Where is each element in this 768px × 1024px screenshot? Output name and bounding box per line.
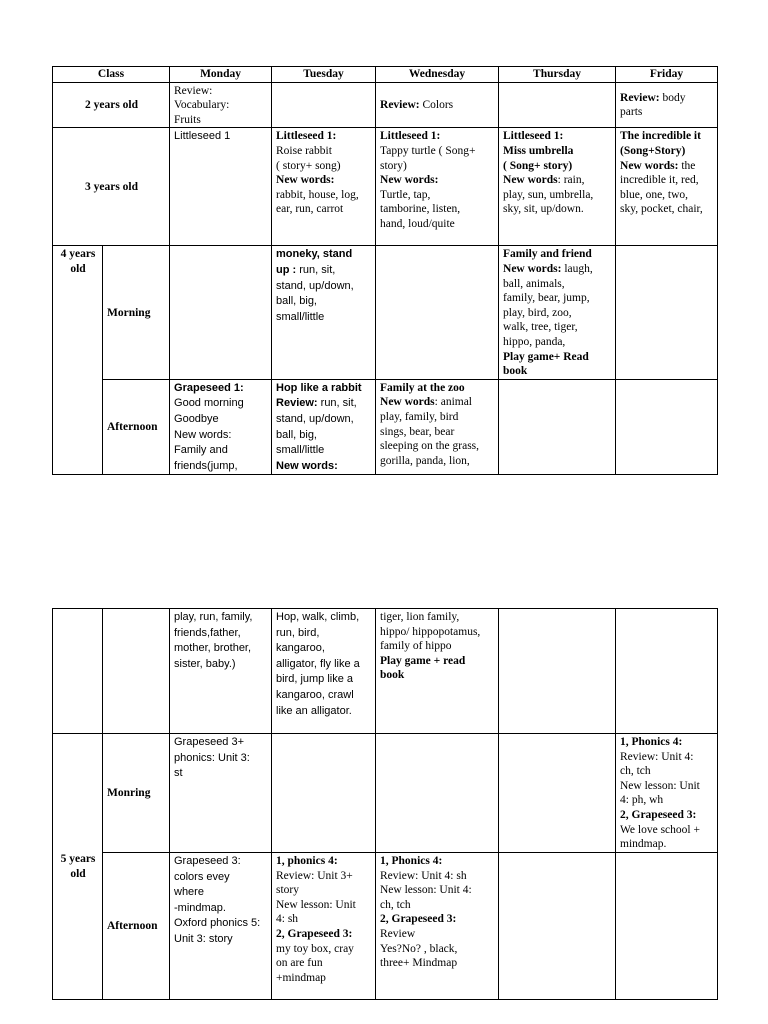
cell-line bbox=[380, 202, 495, 217]
text-run: Grapeseed 3: bbox=[174, 855, 241, 867]
cell-4y-afternoon-friday bbox=[616, 379, 718, 475]
text-run: tiger, lion family, bbox=[380, 611, 460, 623]
cell-line bbox=[380, 625, 495, 640]
text-run: New words: bbox=[174, 428, 232, 441]
text-run: play, sun, umbrella, bbox=[503, 188, 594, 201]
cell-line bbox=[503, 144, 612, 159]
cell-line bbox=[174, 113, 268, 128]
cell-line bbox=[57, 852, 99, 867]
cell-line bbox=[174, 610, 268, 626]
text-run: phonics: Unit 3: bbox=[174, 751, 250, 764]
text-run: story bbox=[276, 884, 299, 897]
text-run: Unit 3: story bbox=[174, 932, 233, 945]
cell-line bbox=[620, 188, 714, 203]
cell-line bbox=[620, 808, 714, 823]
text-run: sings, bear, bear bbox=[380, 425, 455, 438]
text-run: play, run, family, bbox=[174, 611, 253, 623]
bold-run: New words: bbox=[620, 159, 679, 172]
text-run: ball, animals, bbox=[503, 277, 565, 290]
cell-3y-tuesday bbox=[272, 128, 376, 246]
cell-line bbox=[620, 837, 714, 852]
cell-line bbox=[276, 188, 372, 203]
cell-line bbox=[503, 129, 612, 144]
bold-run: 2, Grapeseed 3: bbox=[620, 808, 697, 821]
text-run: sister, baby.) bbox=[174, 657, 236, 670]
text-run: parts bbox=[620, 106, 643, 119]
bold-run: 2, Grapeseed 3: bbox=[380, 913, 457, 926]
text-run: Yes?No? , black, bbox=[380, 942, 458, 955]
text-run: 4: ph, wh bbox=[620, 794, 664, 807]
cell-line bbox=[503, 247, 612, 262]
text-run: Hop, walk, climb, bbox=[276, 611, 360, 623]
cell-line bbox=[276, 610, 372, 626]
text-run: story) bbox=[380, 159, 407, 172]
text-run: : rain, bbox=[557, 174, 585, 187]
cell-line bbox=[276, 869, 372, 884]
cell-4y-morning-monday bbox=[170, 246, 272, 379]
cell-line bbox=[174, 735, 268, 751]
cell-line bbox=[503, 188, 612, 203]
cell-5y-afternoon-friday bbox=[616, 853, 718, 1000]
cell-line bbox=[380, 144, 495, 159]
text-run: ball, big, bbox=[276, 428, 317, 441]
cell-line bbox=[276, 279, 372, 295]
cell-2y-monday bbox=[170, 82, 272, 128]
text-run: New lesson: Unit 4: bbox=[380, 884, 472, 897]
cell-line bbox=[503, 159, 612, 174]
cell-2y-tuesday bbox=[272, 82, 376, 128]
cell-line bbox=[620, 823, 714, 838]
text-run: ear, run, carrot bbox=[276, 203, 344, 216]
bold-run: New words: bbox=[276, 174, 335, 187]
cell-line bbox=[276, 942, 372, 957]
cell-2y-wednesday bbox=[376, 82, 499, 128]
cell-5y-afternoon-wednesday bbox=[376, 853, 499, 1000]
cell-4y-morning-tuesday bbox=[272, 246, 376, 379]
text-run: 5 years bbox=[60, 853, 96, 866]
text-run: bird, jump like a bbox=[276, 673, 354, 686]
cell-line bbox=[380, 668, 495, 683]
text-run: Good morning bbox=[174, 397, 244, 410]
cell-line bbox=[276, 854, 372, 869]
cell-line bbox=[276, 459, 372, 475]
bold-run: The incredible it bbox=[620, 130, 701, 143]
bold-run: 1, phonics 4: bbox=[276, 855, 338, 867]
cell-line bbox=[380, 425, 495, 440]
session-label-4y-morning: Morning bbox=[103, 246, 170, 379]
cell-line bbox=[276, 173, 372, 188]
bold-run: Hop like a rabbit bbox=[276, 381, 362, 394]
text-run: three+ Mindmap bbox=[380, 957, 458, 970]
text-run: sky, pocket, chair, bbox=[620, 203, 703, 216]
cell-line bbox=[380, 639, 495, 654]
text-run: run, sit, bbox=[296, 263, 336, 276]
text-run: sleeping on the grass, bbox=[380, 440, 480, 453]
class-label-3-years: 3 years old bbox=[53, 128, 170, 246]
cell-line bbox=[174, 641, 268, 657]
cell-line bbox=[380, 956, 495, 971]
text-run: on are fun bbox=[276, 957, 323, 970]
cell-4y-afternoon-tuesday bbox=[272, 379, 376, 475]
text-run: where bbox=[174, 886, 204, 899]
cell-line bbox=[174, 932, 268, 948]
bold-run: New words bbox=[503, 174, 558, 187]
cell-5y-morning-friday bbox=[616, 734, 718, 853]
cell-line bbox=[276, 381, 372, 397]
text-run: Oxford phonics 5: bbox=[174, 917, 261, 930]
cell-line bbox=[276, 912, 372, 927]
text-run: rabbit, house, log, bbox=[276, 188, 359, 201]
cell-line bbox=[503, 291, 612, 306]
cell-line bbox=[503, 364, 612, 379]
text-run: run, bird, bbox=[276, 626, 320, 639]
header-monday: Monday bbox=[170, 67, 272, 83]
text-run: friends(jump, bbox=[174, 459, 238, 472]
cell-line bbox=[276, 657, 372, 673]
cell-line bbox=[174, 84, 268, 99]
cell-4y-afternoon-monday bbox=[170, 379, 272, 475]
text-run: Review: Unit 4: sh bbox=[380, 869, 467, 882]
cell-4y-cont-class bbox=[53, 609, 103, 734]
cell-line bbox=[620, 173, 714, 188]
cell-line bbox=[174, 854, 268, 870]
cell-line bbox=[503, 262, 612, 277]
text-run: hippo/ hippopotamus, bbox=[380, 625, 481, 638]
cell-line bbox=[380, 188, 495, 203]
cell-line bbox=[380, 869, 495, 884]
text-run: run, sit, bbox=[317, 397, 357, 410]
cell-line bbox=[174, 381, 268, 397]
cell-line bbox=[503, 335, 612, 350]
text-run: play, bird, zoo, bbox=[503, 306, 572, 319]
text-run: 4 years bbox=[60, 248, 96, 261]
cell-line bbox=[174, 129, 268, 145]
header-class: Class bbox=[53, 67, 170, 83]
cell-line bbox=[620, 735, 714, 750]
cell-line bbox=[174, 396, 268, 412]
cell-line bbox=[276, 310, 372, 326]
cell-line bbox=[174, 412, 268, 428]
class-label-4-years bbox=[53, 246, 103, 475]
text-run: Fruits bbox=[174, 113, 201, 126]
session-label-5y-morning: Monring bbox=[103, 734, 170, 853]
bold-run: 2, Grapeseed 3: bbox=[276, 927, 353, 940]
text-run: We love school + bbox=[620, 823, 700, 836]
cell-line bbox=[276, 159, 372, 174]
cell-line bbox=[380, 854, 495, 869]
text-run: Review: Unit 4: bbox=[620, 750, 694, 763]
cell-line bbox=[174, 916, 268, 932]
bold-run: Family at the zoo bbox=[380, 381, 465, 394]
cell-4y-cont-thursday bbox=[499, 609, 616, 734]
text-run: incredible it, red, bbox=[620, 174, 699, 187]
text-run: family of hippo bbox=[380, 640, 452, 653]
cell-line bbox=[380, 898, 495, 913]
text-run: st bbox=[174, 767, 183, 780]
cell-line bbox=[276, 704, 372, 720]
cell-line bbox=[503, 173, 612, 188]
text-run: walk, tree, tiger, bbox=[503, 321, 578, 334]
bold-run: Review: bbox=[620, 91, 660, 104]
cell-line bbox=[380, 159, 495, 174]
cell-5y-morning-monday bbox=[170, 734, 272, 853]
bold-run: book bbox=[503, 365, 528, 378]
text-run: : animal bbox=[434, 396, 473, 409]
text-run: small/little bbox=[276, 310, 325, 323]
bold-run: Play game+ Read bbox=[503, 350, 589, 363]
text-run: play, family, bird bbox=[380, 410, 459, 423]
cell-4y-morning-wednesday bbox=[376, 246, 499, 379]
text-run: New lesson: Unit bbox=[276, 898, 356, 911]
header-tuesday: Tuesday bbox=[272, 67, 376, 83]
text-run: Colors bbox=[419, 99, 454, 112]
cell-line bbox=[380, 173, 495, 188]
bold-run: New words bbox=[380, 396, 435, 409]
schedule-table-page-2 bbox=[52, 608, 718, 1000]
cell-line bbox=[620, 105, 714, 120]
cell-line bbox=[174, 459, 268, 475]
cell-line bbox=[276, 202, 372, 217]
cell-line bbox=[620, 91, 714, 106]
cell-4y-morning-thursday bbox=[499, 246, 616, 379]
cell-line bbox=[174, 870, 268, 886]
bold-run: Littleseed 1: bbox=[503, 130, 564, 143]
cell-line bbox=[620, 159, 714, 174]
text-run: my toy box, cray bbox=[276, 942, 354, 955]
cell-2y-thursday bbox=[499, 82, 616, 128]
cell-line bbox=[276, 956, 372, 971]
bold-run: New words: bbox=[380, 174, 439, 187]
cell-5y-afternoon-thursday bbox=[499, 853, 616, 1000]
bold-run: book bbox=[380, 669, 405, 682]
text-run: ch, tch bbox=[620, 765, 651, 778]
cell-line bbox=[174, 443, 268, 459]
cell-line bbox=[380, 439, 495, 454]
cell-line bbox=[380, 395, 495, 410]
cell-line bbox=[174, 657, 268, 673]
text-run: hand, loud/quite bbox=[380, 217, 455, 230]
cell-line bbox=[276, 641, 372, 657]
bold-run: Review: bbox=[276, 397, 318, 410]
cell-line bbox=[503, 350, 612, 365]
schedule-table-page-1 bbox=[52, 66, 718, 475]
text-run: Vocabulary: bbox=[174, 99, 230, 112]
class-label-2-years: 2 years old bbox=[53, 82, 170, 128]
text-run: colors evey bbox=[174, 870, 230, 883]
text-run: tamborine, listen, bbox=[380, 203, 461, 216]
cell-line bbox=[276, 626, 372, 642]
bold-run: Miss umbrella bbox=[503, 144, 574, 157]
cell-4y-cont-monday bbox=[170, 609, 272, 734]
cell-line bbox=[380, 410, 495, 425]
bold-run: New words: bbox=[276, 459, 338, 472]
text-run: sky, sit, up/down. bbox=[503, 203, 584, 216]
cell-line bbox=[620, 764, 714, 779]
cell-line bbox=[380, 381, 495, 396]
text-run: the bbox=[678, 159, 696, 172]
bold-run: 1, Phonics 4: bbox=[380, 855, 443, 867]
cell-2y-friday bbox=[616, 82, 718, 128]
cell-line bbox=[276, 971, 372, 986]
text-run: old bbox=[70, 868, 86, 880]
text-run: Goodbye bbox=[174, 412, 219, 425]
cell-line bbox=[503, 202, 612, 217]
text-run: Roise rabbit bbox=[276, 144, 332, 157]
text-run: hippo, panda, bbox=[503, 335, 566, 348]
text-run: laugh, bbox=[561, 262, 593, 275]
text-run: Review bbox=[380, 927, 416, 940]
cell-line bbox=[503, 306, 612, 321]
cell-line bbox=[174, 98, 268, 113]
cell-line bbox=[620, 144, 714, 159]
text-run: kangaroo, crawl bbox=[276, 688, 354, 701]
bold-run: (Song+Story) bbox=[620, 144, 686, 157]
text-run: -mindmap. bbox=[174, 901, 226, 914]
cell-4y-cont-session bbox=[103, 609, 170, 734]
cell-line bbox=[174, 751, 268, 767]
text-run: ( story+ song) bbox=[276, 159, 341, 172]
text-run: mother, brother, bbox=[174, 642, 252, 655]
bold-run: Family and friend bbox=[503, 248, 592, 261]
cell-line bbox=[380, 912, 495, 927]
class-label-5-years bbox=[53, 734, 103, 1000]
text-run: alligator, fly like a bbox=[276, 657, 360, 670]
text-run: Littleseed 1 bbox=[174, 130, 231, 143]
header-thursday: Thursday bbox=[499, 67, 616, 83]
cell-4y-afternoon-wednesday bbox=[376, 379, 499, 475]
cell-line bbox=[276, 428, 372, 444]
cell-line bbox=[380, 454, 495, 469]
session-label-5y-afternoon: Afternoon bbox=[103, 853, 170, 1000]
bold-run: Review: bbox=[380, 99, 420, 112]
cell-line bbox=[380, 927, 495, 942]
text-run: family, bear, jump, bbox=[503, 292, 590, 305]
cell-line bbox=[276, 412, 372, 428]
cell-5y-afternoon-tuesday bbox=[272, 853, 376, 1000]
text-run: Tappy turtle ( Song+ bbox=[380, 144, 476, 157]
cell-line bbox=[57, 247, 99, 262]
cell-3y-monday bbox=[170, 128, 272, 246]
text-run: Turtle, tap, bbox=[380, 188, 431, 201]
cell-line bbox=[174, 766, 268, 782]
cell-line bbox=[380, 942, 495, 957]
cell-line bbox=[276, 263, 372, 279]
cell-line bbox=[276, 294, 372, 310]
cell-line bbox=[276, 129, 372, 144]
text-run: 4: sh bbox=[276, 913, 299, 926]
text-run: gorilla, panda, lion, bbox=[380, 454, 470, 467]
cell-line bbox=[174, 901, 268, 917]
cell-line bbox=[503, 320, 612, 335]
cell-4y-cont-friday bbox=[616, 609, 718, 734]
cell-line bbox=[276, 144, 372, 159]
cell-4y-afternoon-thursday bbox=[499, 379, 616, 475]
bold-run: New words: bbox=[503, 262, 562, 275]
text-run: blue, one, two, bbox=[620, 188, 689, 201]
cell-line bbox=[380, 217, 495, 232]
text-run: Grapeseed 3+ bbox=[174, 736, 245, 748]
header-friday: Friday bbox=[616, 67, 718, 83]
bold-run: 1, Phonics 4: bbox=[620, 736, 683, 748]
cell-line bbox=[620, 202, 714, 217]
text-run: Review: bbox=[174, 84, 213, 97]
cell-line bbox=[174, 626, 268, 642]
bold-run: up : bbox=[276, 263, 297, 276]
cell-4y-morning-friday bbox=[616, 246, 718, 379]
header-wednesday: Wednesday bbox=[376, 67, 499, 83]
cell-line bbox=[276, 443, 372, 459]
cell-line bbox=[57, 262, 99, 277]
session-label-4y-afternoon: Afternoon bbox=[103, 379, 170, 475]
bold-run: ( Song+ story) bbox=[503, 159, 573, 172]
text-run: Family and bbox=[174, 444, 228, 457]
cell-line bbox=[276, 898, 372, 913]
cell-3y-friday bbox=[616, 128, 718, 246]
cell-4y-cont-wednesday bbox=[376, 609, 499, 734]
bold-run: moneky, stand bbox=[276, 248, 353, 261]
text-run: like an alligator. bbox=[276, 704, 352, 717]
text-run: friends,father, bbox=[174, 626, 241, 639]
bold-run: Littleseed 1: bbox=[380, 130, 441, 143]
text-run: old bbox=[70, 262, 86, 275]
cell-line bbox=[620, 129, 714, 144]
cell-line bbox=[620, 750, 714, 765]
cell-line bbox=[174, 885, 268, 901]
text-run: Review: Unit 3+ bbox=[276, 869, 353, 882]
cell-line bbox=[174, 428, 268, 444]
bold-run: Grapeseed 1: bbox=[174, 381, 244, 394]
cell-line bbox=[380, 654, 495, 669]
cell-line bbox=[57, 867, 99, 882]
cell-5y-morning-wednesday bbox=[376, 734, 499, 853]
text-run: kangaroo, bbox=[276, 642, 325, 655]
text-run: ball, big, bbox=[276, 295, 317, 308]
cell-line bbox=[503, 277, 612, 292]
cell-line bbox=[620, 779, 714, 794]
cell-line bbox=[380, 98, 495, 113]
text-run: mindmap. bbox=[620, 838, 667, 851]
cell-line bbox=[276, 396, 372, 412]
cell-line bbox=[276, 927, 372, 942]
cell-5y-morning-tuesday bbox=[272, 734, 376, 853]
cell-3y-wednesday bbox=[376, 128, 499, 246]
text-run: ch, tch bbox=[380, 898, 411, 911]
text-run: small/little bbox=[276, 444, 325, 457]
text-run: New lesson: Unit bbox=[620, 779, 700, 792]
cell-line bbox=[276, 672, 372, 688]
cell-line bbox=[276, 883, 372, 898]
bold-run: Littleseed 1: bbox=[276, 130, 337, 143]
cell-line bbox=[276, 247, 372, 263]
cell-line bbox=[380, 883, 495, 898]
cell-line bbox=[620, 793, 714, 808]
cell-5y-morning-thursday bbox=[499, 734, 616, 853]
cell-line bbox=[380, 129, 495, 144]
cell-5y-afternoon-monday bbox=[170, 853, 272, 1000]
cell-3y-thursday bbox=[499, 128, 616, 246]
text-run: stand, up/down, bbox=[276, 279, 354, 292]
cell-line bbox=[380, 610, 495, 625]
cell-4y-cont-tuesday bbox=[272, 609, 376, 734]
cell-line bbox=[276, 688, 372, 704]
text-run: stand, up/down, bbox=[276, 412, 354, 425]
text-run: body bbox=[659, 91, 686, 104]
text-run: +mindmap bbox=[276, 971, 326, 984]
bold-run: Play game + read bbox=[380, 654, 466, 667]
